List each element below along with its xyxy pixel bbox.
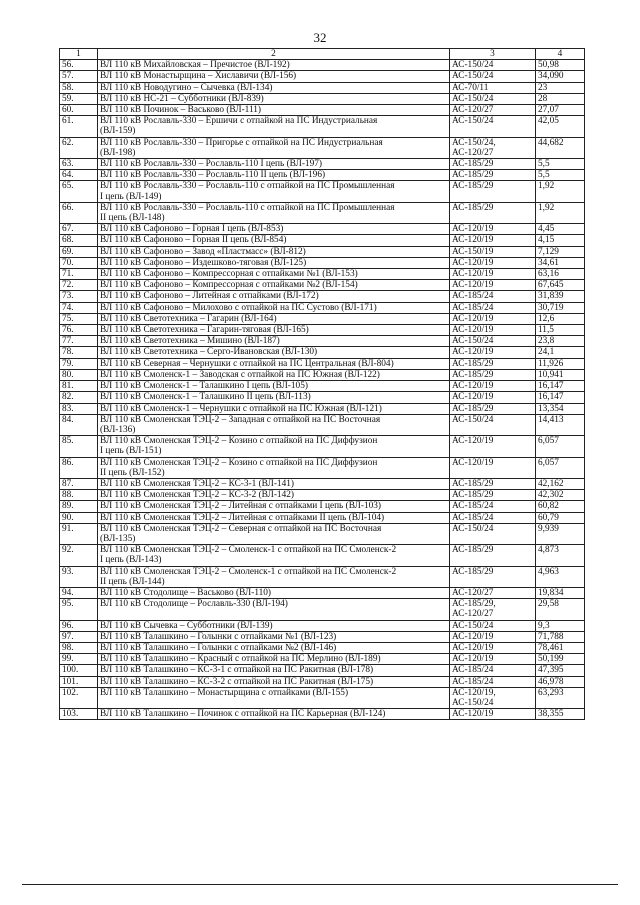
line-length: 11,926 [536,358,585,369]
table-row [60,642,585,653]
table-row [60,403,585,414]
line-name: ВЛ 110 кВ Светотехника – Серго-Ивановская (ВЛ-130) [98,347,450,358]
line-length: 23,8 [536,336,585,347]
table-row [60,457,585,478]
row-number: 71. [60,269,98,280]
line-name: ВЛ 110 кВ Смоленская ТЭЦ-2 – Смоленск-1 с отпайкой на ПС Смоленск-2 I цепь (ВЛ-143) [98,545,450,566]
table-row [60,545,585,566]
table-row [60,302,585,313]
wire-type: АС-120/19 [450,709,536,720]
line-length: 42,302 [536,490,585,501]
row-number: 86. [60,457,98,478]
line-length: 1,92 [536,202,585,223]
wire-type: АС-150/24 [450,60,536,71]
row-number: 87. [60,478,98,489]
table-row [60,599,585,620]
line-name: ВЛ 110 кВ Талашкино – Красный с отпайкой на ПС Мерлино (ВЛ-189) [98,654,450,665]
row-number: 101. [60,676,98,687]
line-length: 4,45 [536,224,585,235]
row-number: 59. [60,93,98,104]
row-number: 91. [60,523,98,544]
wire-type: АС-185/29, АС-120/27 [450,599,536,620]
line-length: 42,05 [536,116,585,137]
line-name: ВЛ 110 кВ Смоленск-1 – Заводская с отпайкой на ПС Южная (ВЛ-122) [98,369,450,380]
table-row [60,291,585,302]
row-number: 73. [60,291,98,302]
power-lines-table [59,48,585,720]
line-name: ВЛ 110 кВ Сафоново – Горная II цепь (ВЛ-854) [98,235,450,246]
table-row [60,436,585,457]
line-name: ВЛ 110 кВ НС-21 – Субботники (ВЛ-839) [98,93,450,104]
row-number: 78. [60,347,98,358]
line-length: 60,79 [536,512,585,523]
row-number: 80. [60,369,98,380]
table-row [60,676,585,687]
line-length: 14,413 [536,414,585,435]
row-number: 75. [60,313,98,324]
table-row [60,566,585,587]
line-length: 38,355 [536,709,585,720]
wire-type: АС-185/29 [450,478,536,489]
line-name: ВЛ 110 кВ Талашкино – Монастырщина с отпайками (ВЛ-155) [98,687,450,708]
wire-type: АС-120/19 [450,235,536,246]
wire-type: АС-185/29 [450,490,536,501]
line-name: ВЛ 110 кВ Монастырщина – Хиславичи (ВЛ-156) [98,71,450,82]
line-length: 4,963 [536,566,585,587]
wire-type: АС-150/24 [450,93,536,104]
table-row [60,82,585,93]
row-number: 62. [60,137,98,158]
table-row [60,665,585,676]
line-length: 60,82 [536,501,585,512]
wire-type: АС-120/19 [450,631,536,642]
line-length: 63,293 [536,687,585,708]
row-number: 98. [60,642,98,653]
wire-type: АС-185/29 [450,202,536,223]
wire-type: АС-120/19 [450,257,536,268]
line-length: 47,395 [536,665,585,676]
wire-type: АС-185/24 [450,291,536,302]
line-name: ВЛ 110 кВ Стодолище – Васьково (ВЛ-110) [98,587,450,598]
line-name: ВЛ 110 кВ Светотехника – Гагарин-тяговая (ВЛ-165) [98,325,450,336]
row-number: 79. [60,358,98,369]
wire-type: АС-150/24 [450,116,536,137]
line-name: ВЛ 110 кВ Новодугино – Сычевка (ВЛ-134) [98,82,450,93]
line-length: 6,057 [536,436,585,457]
row-number: 61. [60,116,98,137]
line-length: 9,3 [536,620,585,631]
table-row [60,235,585,246]
wire-type: АС-120/19 [450,457,536,478]
table-row [60,159,585,170]
row-number: 94. [60,587,98,598]
row-number: 74. [60,302,98,313]
line-name: ВЛ 110 кВ Талашкино – Голынки с отпайками №1 (ВЛ-123) [98,631,450,642]
line-length: 63,16 [536,269,585,280]
line-length: 67,645 [536,280,585,291]
line-name: ВЛ 110 кВ Смоленск-1 – Талашкино II цепь (ВЛ-113) [98,392,450,403]
row-number: 63. [60,159,98,170]
line-name: ВЛ 110 кВ Смоленская ТЭЦ-2 – КС-3-1 (ВЛ-141) [98,478,450,489]
line-name: ВЛ 110 кВ Смоленская ТЭЦ-2 – Северная с отпайкой на ПС Восточная (ВЛ-135) [98,523,450,544]
wire-type: АС-150/24 [450,336,536,347]
header-col-1: 1 [60,49,98,60]
wire-type: АС-120/19 [450,436,536,457]
line-name: ВЛ 110 кВ Сафоново – Завод «Пластмасс» (ВЛ-812) [98,246,450,257]
table-row [60,336,585,347]
row-number: 69. [60,246,98,257]
line-name: ВЛ 110 кВ Сафоново – Компрессорная с отпайками №1 (ВЛ-153) [98,269,450,280]
row-number: 103. [60,709,98,720]
header-col-2: 2 [98,49,450,60]
row-number: 56. [60,60,98,71]
row-number: 82. [60,392,98,403]
wire-type: АС-185/29 [450,358,536,369]
row-number: 85. [60,436,98,457]
table-row [60,93,585,104]
row-number: 68. [60,235,98,246]
wire-type: АС-185/29 [450,369,536,380]
row-number: 90. [60,512,98,523]
line-name: ВЛ 110 кВ Смоленск-1 – Чернушки с отпайкой на ПС Южная (ВЛ-121) [98,403,450,414]
line-length: 71,788 [536,631,585,642]
line-name: ВЛ 110 кВ Талашкино – КС-3-1 с отпайкой на ПС Ракитная (ВЛ-178) [98,665,450,676]
row-number: 88. [60,490,98,501]
wire-type: АС-150/24 [450,71,536,82]
line-name: ВЛ 110 кВ Сафоново – Горная I цепь (ВЛ-853) [98,224,450,235]
line-length: 44,682 [536,137,585,158]
table-row [60,116,585,137]
table-row [60,246,585,257]
line-length: 50,98 [536,60,585,71]
line-name: ВЛ 110 кВ Починок – Васьково (ВЛ-111) [98,105,450,116]
line-length: 5,5 [536,159,585,170]
line-name: ВЛ 110 кВ Рославль-330 – Рославль-110 с отпайкой на ПС Промышленная I цепь (ВЛ-149) [98,181,450,202]
wire-type: АС-120/19 [450,347,536,358]
wire-type: АС-150/24 [450,414,536,435]
line-length: 23 [536,82,585,93]
line-name: ВЛ 110 кВ Смоленская ТЭЦ-2 – Литейная с отпайками II цепь (ВЛ-104) [98,512,450,523]
line-length: 46,978 [536,676,585,687]
row-number: 57. [60,71,98,82]
wire-type: АС-120/19, АС-150/24 [450,687,536,708]
table-row [60,202,585,223]
line-name: ВЛ 110 кВ Смоленская ТЭЦ-2 – Литейная с отпайками I цепь (ВЛ-103) [98,501,450,512]
wire-type: АС-150/24, АС-120/27 [450,137,536,158]
wire-type: АС-120/19 [450,654,536,665]
table-row [60,631,585,642]
table-row [60,257,585,268]
line-name: ВЛ 110 кВ Смоленская ТЭЦ-2 – Западная с отпайкой на ПС Восточная (ВЛ-136) [98,414,450,435]
wire-type: АС-150/24 [450,620,536,631]
table-row [60,170,585,181]
line-name: ВЛ 110 кВ Михайловская – Пречистое (ВЛ-192) [98,60,450,71]
row-number: 66. [60,202,98,223]
table-row [60,381,585,392]
line-length: 29,58 [536,599,585,620]
table-row [60,490,585,501]
row-number: 100. [60,665,98,676]
wire-type: АС-185/29 [450,181,536,202]
line-length: 9,939 [536,523,585,544]
line-name: ВЛ 110 кВ Рославль-330 – Ершичи с отпайкой на ПС Индустриальная (ВЛ-159) [98,116,450,137]
line-name: ВЛ 110 кВ Смоленская ТЭЦ-2 – Козино с отпайкой на ПС Диффузион II цепь (ВЛ-152) [98,457,450,478]
line-length: 1,92 [536,181,585,202]
line-name: ВЛ 110 кВ Рославль-330 – Рославль-110 с отпайкой на ПС Промышленная II цепь (ВЛ-148) [98,202,450,223]
line-name: ВЛ 110 кВ Талашкино – Голынки с отпайками №2 (ВЛ-146) [98,642,450,653]
line-name: ВЛ 110 кВ Рославль-330 – Рославль-110 I цепь (ВЛ-197) [98,159,450,170]
line-length: 34,090 [536,71,585,82]
line-length: 27,07 [536,105,585,116]
line-length: 5,5 [536,170,585,181]
table-row [60,224,585,235]
row-number: 65. [60,181,98,202]
line-length: 4,15 [536,235,585,246]
wire-type: АС-120/19 [450,269,536,280]
line-name: ВЛ 110 кВ Сычевка – Субботники (ВЛ-139) [98,620,450,631]
table-row [60,71,585,82]
line-length: 6,057 [536,457,585,478]
line-length: 28 [536,93,585,104]
row-number: 95. [60,599,98,620]
wire-type: АС-120/19 [450,392,536,403]
header-col-4: 4 [536,49,585,60]
line-length: 13,354 [536,403,585,414]
wire-type: АС-185/29 [450,566,536,587]
table-row [60,347,585,358]
wire-type: АС-185/24 [450,676,536,687]
line-length: 31,839 [536,291,585,302]
table-row [60,181,585,202]
line-name: ВЛ 110 кВ Талашкино – КС-3-2 с отпайкой на ПС Ракитная (ВЛ-175) [98,676,450,687]
line-name: ВЛ 110 кВ Сафоново – Милохово с отпайкой на ПС Сустово (ВЛ-171) [98,302,450,313]
table-row [60,587,585,598]
wire-type: АС-185/29 [450,403,536,414]
wire-type: АС-120/27 [450,105,536,116]
page-number: 32 [313,30,327,45]
wire-type: АС-70/11 [450,82,536,93]
line-length: 19,834 [536,587,585,598]
line-length: 30,719 [536,302,585,313]
row-number: 77. [60,336,98,347]
wire-type: АС-120/19 [450,224,536,235]
line-name: ВЛ 110 кВ Светотехника – Гагарин (ВЛ-164) [98,313,450,324]
row-number: 58. [60,82,98,93]
wire-type: АС-185/29 [450,545,536,566]
line-length: 50,199 [536,654,585,665]
table-row [60,280,585,291]
wire-type: АС-185/29 [450,170,536,181]
row-number: 76. [60,325,98,336]
line-name: ВЛ 110 кВ Рославль-330 – Рославль-110 II цепь (ВЛ-196) [98,170,450,181]
line-length: 16,147 [536,392,585,403]
row-number: 83. [60,403,98,414]
line-length: 42,162 [536,478,585,489]
wire-type: АС-150/24 [450,523,536,544]
line-length: 78,461 [536,642,585,653]
table-row [60,60,585,71]
table-header-row [60,49,585,60]
table-row [60,325,585,336]
wire-type: АС-185/24 [450,501,536,512]
line-length: 16,147 [536,381,585,392]
line-name: ВЛ 110 кВ Сафоново – Издешково-тяговая (ВЛ-125) [98,257,450,268]
wire-type: АС-185/24 [450,512,536,523]
table-row [60,392,585,403]
line-name: ВЛ 110 кВ Сафоново – Компрессорная с отпайками №2 (ВЛ-154) [98,280,450,291]
row-number: 96. [60,620,98,631]
table-row [60,414,585,435]
line-length: 10,941 [536,369,585,380]
bottom-rule [22,884,618,885]
table-row [60,105,585,116]
line-name: ВЛ 110 кВ Смоленск-1 – Талашкино I цепь (ВЛ-105) [98,381,450,392]
row-number: 67. [60,224,98,235]
row-number: 84. [60,414,98,435]
wire-type: АС-185/29 [450,159,536,170]
table-row [60,313,585,324]
table-row [60,709,585,720]
wire-type: АС-120/19 [450,642,536,653]
line-name: ВЛ 110 кВ Северная – Чернушки с отпайкой на ПС Центральная (ВЛ-804) [98,358,450,369]
row-number: 92. [60,545,98,566]
row-number: 72. [60,280,98,291]
line-length: 34,61 [536,257,585,268]
line-name: ВЛ 110 кВ Талашкино – Починок с отпайкой на ПС Карьерная (ВЛ-124) [98,709,450,720]
wire-type: АС-120/27 [450,587,536,598]
header-col-3: 3 [450,49,536,60]
table-row [60,369,585,380]
row-number: 97. [60,631,98,642]
table-body [60,60,585,720]
table-row [60,478,585,489]
table-row [60,137,585,158]
wire-type: АС-120/19 [450,313,536,324]
table-row [60,687,585,708]
row-number: 60. [60,105,98,116]
row-number: 70. [60,257,98,268]
line-name: ВЛ 110 кВ Рославль-330 – Пригорье с отпайкой на ПС Индустриальная (ВЛ-198) [98,137,450,158]
line-length: 24,1 [536,347,585,358]
line-name: ВЛ 110 кВ Смоленская ТЭЦ-2 – Смоленск-1 с отпайкой на ПС Смоленск-2 II цепь (ВЛ-144) [98,566,450,587]
line-name: ВЛ 110 кВ Светотехника – Мишино (ВЛ-187) [98,336,450,347]
wire-type: АС-185/24 [450,665,536,676]
line-name: ВЛ 110 кВ Стодолище – Рославль-330 (ВЛ-194) [98,599,450,620]
table-row [60,620,585,631]
table-row [60,269,585,280]
table-row [60,512,585,523]
line-name: ВЛ 110 кВ Сафоново – Литейная с отпайками (ВЛ-172) [98,291,450,302]
row-number: 99. [60,654,98,665]
line-length: 4,873 [536,545,585,566]
wire-type: АС-120/19 [450,325,536,336]
row-number: 102. [60,687,98,708]
line-length: 7,129 [536,246,585,257]
wire-type: АС-120/19 [450,381,536,392]
wire-type: АС-185/24 [450,302,536,313]
table-row [60,358,585,369]
line-length: 12,6 [536,313,585,324]
wire-type: АС-150/19 [450,246,536,257]
table-row [60,501,585,512]
wire-type: АС-120/19 [450,280,536,291]
row-number: 93. [60,566,98,587]
table-row [60,523,585,544]
table-row [60,654,585,665]
line-length: 11,5 [536,325,585,336]
row-number: 89. [60,501,98,512]
line-name: ВЛ 110 кВ Смоленская ТЭЦ-2 – КС-3-2 (ВЛ-142) [98,490,450,501]
row-number: 64. [60,170,98,181]
line-name: ВЛ 110 кВ Смоленская ТЭЦ-2 – Козино с отпайкой на ПС Диффузион I цепь (ВЛ-151) [98,436,450,457]
row-number: 81. [60,381,98,392]
